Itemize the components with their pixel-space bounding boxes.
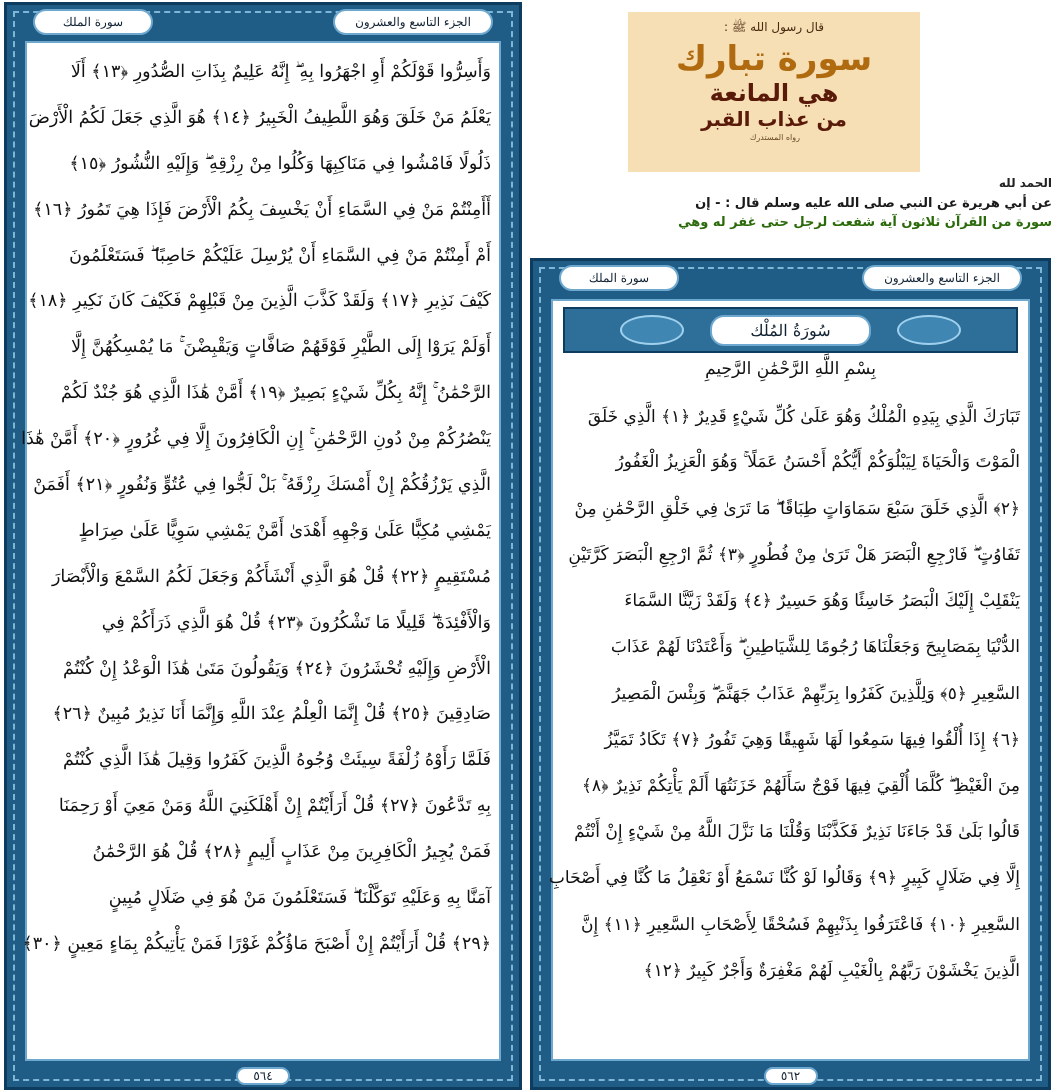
juz-header: الجزء التاسع والعشرون <box>862 265 1022 291</box>
ornament-icon <box>620 315 684 345</box>
verse-line: فَلَمَّا رَأَوْهُ زُلْفَةً سِيئَتْ وُجُوهُ الَّذِينَ كَفَرُوا وَقِيلَ هَٰذَا الَّذِي كُنْتُمْ <box>62 750 491 771</box>
verse-line: بِهِ تَدَّعُونَ ﴿٢٧﴾ قُلْ أَرَأَيْتُمْ إِنْ أَهْلَكَنِيَ اللَّهُ وَمَنْ مَعِيَ أَوْ رَحِمَنَا <box>58 796 491 817</box>
poster-quote-intro: قال رسول الله ﷺ : <box>723 20 825 34</box>
verse-line: وَالْأَفْئِدَةَ ۖ قَلِيلًا مَا تَشْكُرُونَ ﴿٢٣﴾ قُلْ هُوَ الَّذِي ذَرَأَكُمْ فِي <box>101 612 491 633</box>
verse-line: وَأَسِرُّوا قَوْلَكُمْ أَوِ اجْهَرُوا بِهِ ۖ إِنَّهُ عَلِيمٌ بِذَاتِ الصُّدُورِ ﴿١٣﴾ أَلَا <box>70 61 491 82</box>
verse-line: الْأَرْضِ وَإِلَيْهِ تُحْشَرُونَ ﴿٢٤﴾ وَيَقُولُونَ مَتَىٰ هَٰذَا الْوَعْدُ إِنْ كُنْتُمْ <box>63 658 491 679</box>
verse-line: يَنْصُرُكُمْ مِنْ دُونِ الرَّحْمَٰنِ ۚ إِنِ الْكَافِرُونَ إِلَّا فِي غُرُورٍ ﴿٢٠﴾ أَمَّنْ هَٰذَا <box>21 429 491 450</box>
poster-source: رواه المستدرك <box>749 133 800 142</box>
verse-line: الرَّحْمَٰنُ ۚ إِنَّهُ بِكُلِّ شَيْءٍ بَصِيرٌ ﴿١٩﴾ أَمَّنْ هَٰذَا الَّذِي هُوَ جُنْدٌ لَكُمْ <box>61 383 491 404</box>
verse-line: السَّعِيرِ ﴿٥﴾ وَلِلَّذِينَ كَفَرُوا بِرَبِّهِمْ عَذَابُ جَهَنَّمَ ۖ وَبِئْسَ الْمَصِيرُ <box>612 683 1020 704</box>
verse-line: آمَنَّا بِهِ وَعَلَيْهِ تَوَكَّلْنَا ۖ فَسَتَعْلَمُونَ مَنْ هُوَ فِي ضَلَالٍ مُبِينٍ <box>108 887 491 908</box>
verse-line: أَوَلَمْ يَرَوْا إِلَى الطَّيْرِ فَوْقَهُمْ صَافَّاتٍ وَيَقْبِضْنَ ۚ مَا يُمْسِكُهُنَّ إِلَّا <box>71 337 491 358</box>
hadith-opening: الحمد لله <box>998 176 1052 190</box>
verse-line: ﴿٢٩﴾ قُلْ أَرَأَيْتُمْ إِنْ أَصْبَحَ مَاؤُكُمْ غَوْرًا فَمَنْ يَأْتِيكُمْ بِمَاءٍ مَعِينٍ ﴿٣٠﴾ <box>22 933 491 954</box>
page-number: ٥٦٤ <box>236 1067 290 1085</box>
verse-line: قَالُوا بَلَىٰ قَدْ جَاءَنَا نَذِيرٌ فَكَذَّبْنَا وَقُلْنَا مَا نَزَّلَ اللَّهُ مِنْ شَيْءٍ إِنْ أَنْتُمْ <box>574 821 1020 842</box>
verse-line: السَّعِيرِ ﴿١٠﴾ فَاعْتَرَفُوا بِذَنْبِهِمْ فَسُحْقًا لِأَصْحَابِ السَّعِيرِ ﴿١١﴾ إِنَّ <box>581 914 1020 935</box>
hadith-line-1: عن أبي هريرة عن النبي صلى الله عليه وسلم قال : - إن <box>695 196 1052 211</box>
verse-line: الَّذِي يَرْزُقُكُمْ إِنْ أَمْسَكَ رِزْقَهُ ۚ بَلْ لَجُّوا فِي عُتُوٍّ وَنُفُورٍ ﴿٢١﴾ أَفَمَنْ <box>33 474 491 495</box>
verse-line: مِنَ الْغَيْظِ ۖ كُلَّمَا أُلْقِيَ فِيهَا فَوْجٌ سَأَلَهُمْ خَزَنَتُهَا أَلَمْ يَأْتِكُمْ نَذِيرٌ ﴿٨﴾ <box>581 776 1020 797</box>
verse-line: تَبَارَكَ الَّذِي بِيَدِهِ الْمُلْكُ وَهُوَ عَلَىٰ كُلِّ شَيْءٍ قَدِيرٌ ﴿١﴾ الَّذِي خَلَقَ <box>587 406 1020 427</box>
hadith-line-2: سورة من القرآن ثلاثون آية شفعت لرجل حتى غفر له وهي <box>678 215 1052 230</box>
mushaf-page-left <box>4 2 522 1090</box>
verse-line: مُسْتَقِيمٍ ﴿٢٢﴾ قُلْ هُوَ الَّذِي أَنْشَأَكُمْ وَجَعَلَ لَكُمُ السَّمْعَ وَالْأَبْصَارَ <box>51 566 491 587</box>
verse-line: الَّذِينَ يَخْشَوْنَ رَبَّهُمْ بِالْغَيْبِ لَهُمْ مَغْفِرَةٌ وَأَجْرٌ كَبِيرٌ ﴿١٢﴾ <box>643 960 1020 981</box>
verse-line: تَفَاوُتٍ ۖ فَارْجِعِ الْبَصَرَ هَلْ تَرَىٰ مِنْ فُطُورٍ ﴿٣﴾ ثُمَّ ارْجِعِ الْبَصَرَ كَرَّتَيْنِ <box>568 545 1020 566</box>
mushaf-page-right <box>530 258 1051 1090</box>
surah-header: سورة الملك <box>559 265 679 291</box>
poster-subtitle: هي المانعة <box>709 79 839 107</box>
page-number: ٥٦٢ <box>764 1067 818 1085</box>
text-frame <box>548 299 1030 1061</box>
verse-line: ذَلُولًا فَامْشُوا فِي مَنَاكِبِهَا وَكُلُوا مِنْ رِزْقِهِ ۖ وَإِلَيْهِ النُّشُورُ ﴿١٥﴾ <box>69 153 491 174</box>
verse-line: يَمْشِي مُكِبًّا عَلَىٰ وَجْهِهِ أَهْدَىٰ أَمَّنْ يَمْشِي سَوِيًّا عَلَىٰ صِرَاطٍ <box>78 520 491 541</box>
verse-line: فَمَنْ يُجِيرُ الْكَافِرِينَ مِنْ عَذَابٍ أَلِيمٍ ﴿٢٨﴾ قُلْ هُوَ الرَّحْمَٰنُ <box>92 842 491 863</box>
surah-header: سورة الملك <box>33 9 153 35</box>
juz-header: الجزء التاسع والعشرون <box>333 9 493 35</box>
verse-line: الْمَوْتَ وَالْحَيَاةَ لِيَبْلُوَكُمْ أَيُّكُمْ أَحْسَنُ عَمَلًا ۚ وَهُوَ الْعَزِيزُ الْغَفُورُ <box>615 452 1020 473</box>
verse-line: أَمْ أَمِنْتُمْ مَنْ فِي السَّمَاءِ أَنْ يُرْسِلَ عَلَيْكُمْ حَاصِبًا ۖ فَسَتَعْلَمُونَ <box>69 245 491 266</box>
surah-title: سُورَةُ المُلْك <box>710 315 870 346</box>
ornament-icon <box>897 315 961 345</box>
verse-line: كَيْفَ نَذِيرِ ﴿١٧﴾ وَلَقَدْ كَذَّبَ الَّذِينَ مِنْ قَبْلِهِمْ فَكَيْفَ كَانَ نَكِيرِ ﴿١٨﴾ <box>28 291 491 312</box>
promo-poster <box>628 12 920 172</box>
verse-line: ﴿٦﴾ إِذَا أُلْقُوا فِيهَا سَمِعُوا لَهَا شَهِيقًا وَهِيَ تَفُورُ ﴿٧﴾ تَكَادُ تَمَيَّزُ <box>604 729 1020 750</box>
poster-subtitle-2: من عذاب القبر <box>701 107 847 131</box>
verse-line: الدُّنْيَا بِمَصَابِيحَ وَجَعَلْنَاهَا رُجُومًا لِلشَّيَاطِينِ ۖ وَأَعْتَدْنَا لَهُمْ عَذَابَ <box>610 637 1020 658</box>
verse-line: صَادِقِينَ ﴿٢٥﴾ قُلْ إِنَّمَا الْعِلْمُ عِنْدَ اللَّهِ وَإِنَّمَا أَنَا نَذِيرٌ مُبِينٌ ﴿٢٦﴾ <box>52 704 491 725</box>
verse-lines <box>548 393 1020 993</box>
verse-line: أَأَمِنْتُمْ مَنْ فِي السَّمَاءِ أَنْ يَخْسِفَ بِكُمُ الْأَرْضَ فَإِذَا هِيَ تَمُورُ ﴿١٦﴾ <box>33 199 491 220</box>
hadith-text <box>530 176 1052 230</box>
text-frame <box>21 41 501 1061</box>
verse-line: يَعْلَمُ مَنْ خَلَقَ وَهُوَ اللَّطِيفُ الْخَبِيرُ ﴿١٤﴾ هُوَ الَّذِي جَعَلَ لَكُمُ الْأَرْضَ <box>28 107 491 128</box>
surah-title-banner <box>563 307 1018 353</box>
basmala: بِسْمِ اللَّهِ الرَّحْمَٰنِ الرَّحِيمِ <box>705 359 876 379</box>
poster-title: سورة تبارك <box>675 39 873 79</box>
verse-line: يَنْقَلِبْ إِلَيْكَ الْبَصَرُ خَاسِئًا وَهُوَ حَسِيرٌ ﴿٤﴾ وَلَقَدْ زَيَّنَّا السَّمَاءَ <box>624 591 1020 612</box>
verse-line: ﴿٢﴾ الَّذِي خَلَقَ سَبْعَ سَمَاوَاتٍ طِبَاقًا ۖ مَا تَرَىٰ فِي خَلْقِ الرَّحْمَٰنِ مِنْ <box>574 498 1020 519</box>
verse-lines <box>21 49 491 967</box>
verse-line: إِلَّا فِي ضَلَالٍ كَبِيرٍ ﴿٩﴾ وَقَالُوا لَوْ كُنَّا نَسْمَعُ أَوْ نَعْقِلُ مَا كُنَّا فِي أَصْحَابِ <box>548 868 1020 889</box>
